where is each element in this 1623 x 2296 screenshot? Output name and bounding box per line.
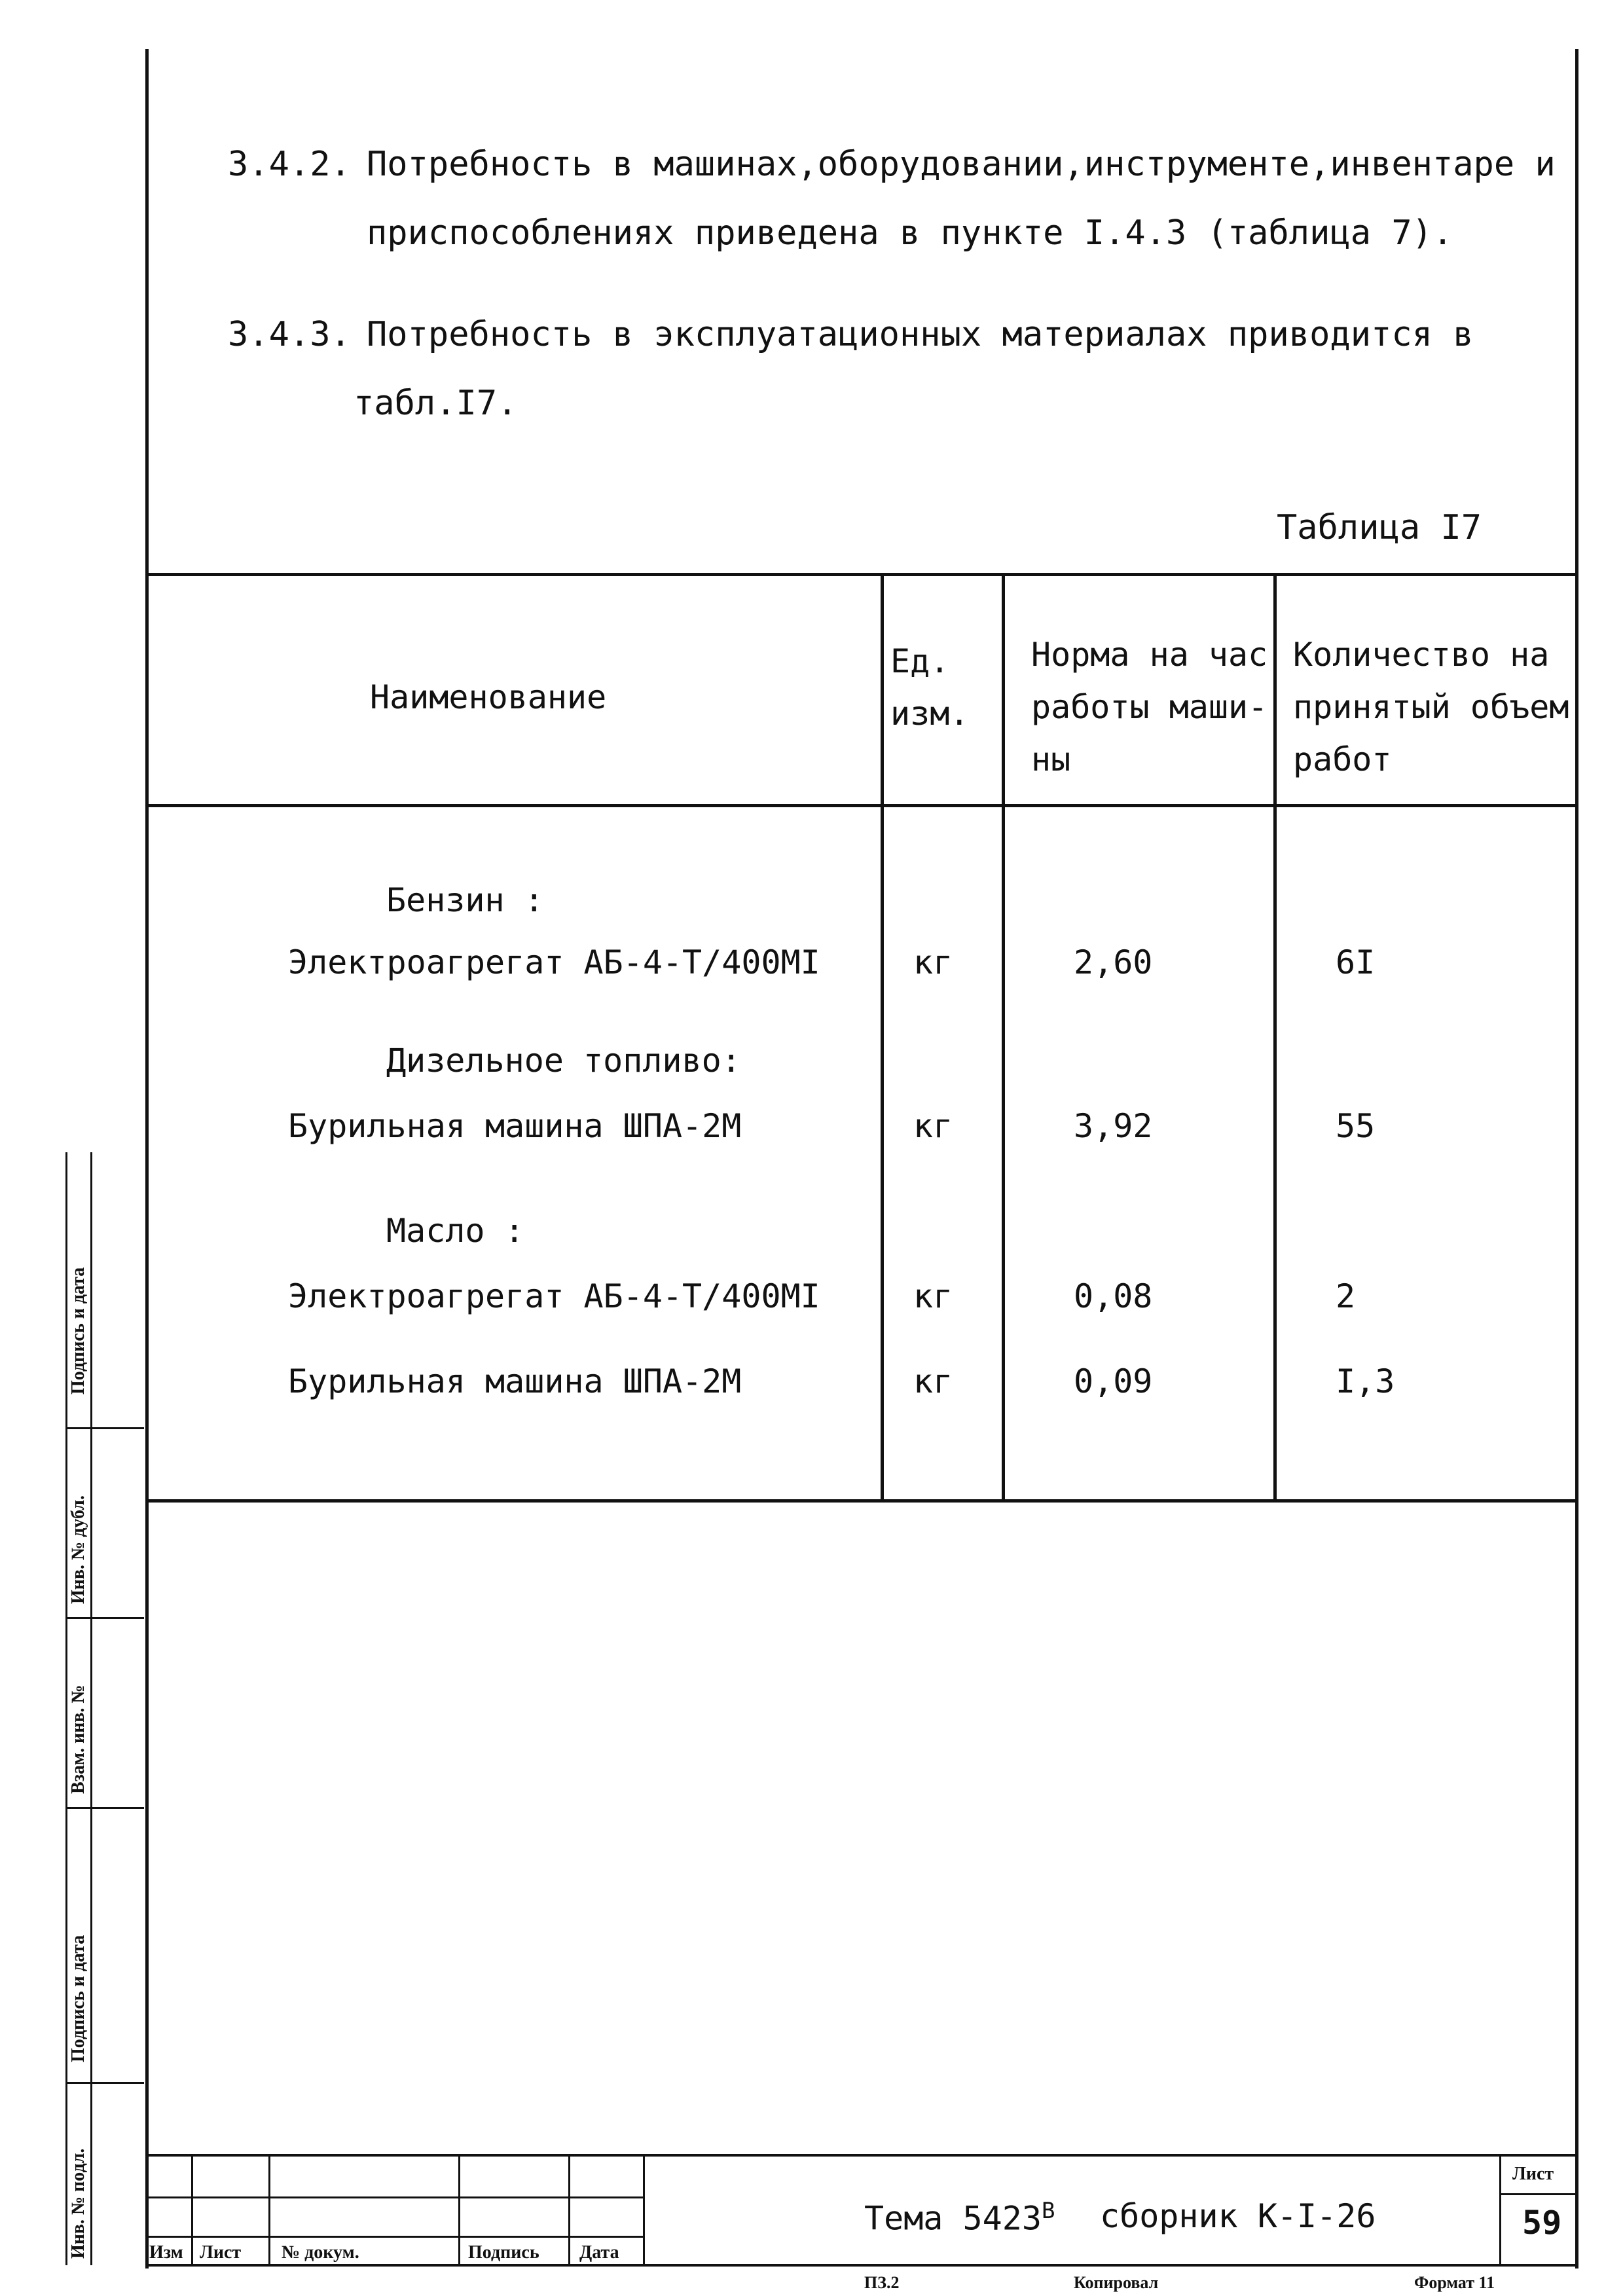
row-norm: 0,09 xyxy=(1074,1362,1153,1400)
side-label-podpis-data: Подпись и дата xyxy=(68,1267,88,1394)
stamp-tema-superscript: В xyxy=(1041,2198,1055,2224)
stamp-tema xyxy=(864,2198,1055,2238)
row-qty: 6I xyxy=(1336,943,1376,981)
table-bottom-border xyxy=(145,1499,1578,1503)
footer-middle: Копировал xyxy=(1074,2273,1159,2292)
header-unit-line-1: Ед. xyxy=(890,642,950,680)
stamp-col-data: Дата xyxy=(579,2242,619,2263)
stamp-col-divider xyxy=(268,2154,270,2265)
stamp-col-izm: Изм xyxy=(149,2242,183,2263)
paragraph-3-4-2-line-1: Потребность в машинах,оборудовании,инструменте,инвентаре и xyxy=(367,145,1556,184)
row-unit: кг xyxy=(913,1107,953,1145)
stamp-sbornik: сборник К-I-26 xyxy=(1100,2197,1376,2235)
row-norm: 2,60 xyxy=(1074,943,1153,981)
table-col-divider-2 xyxy=(1002,573,1005,1503)
side-strip-divider xyxy=(65,1617,144,1619)
stamp-col-divider xyxy=(458,2154,460,2265)
row-unit: кг xyxy=(913,943,953,981)
paragraph-3-4-3-line-2: табл.I7. xyxy=(354,384,518,423)
stamp-sheet-divider xyxy=(1499,2154,1501,2265)
footer-right: Формат 11 xyxy=(1414,2273,1495,2292)
row-unit: кг xyxy=(913,1362,953,1400)
stamp-col-doc: № докум. xyxy=(282,2242,359,2263)
frame-right-border xyxy=(1575,49,1578,2269)
footer-left: ПЗ.2 xyxy=(864,2273,900,2292)
side-strip-divider xyxy=(65,1807,144,1809)
stamp-sheet-number: 59 xyxy=(1522,2204,1562,2242)
paragraph-3-4-2-line-2: приспособлениях приведена в пункте I.4.3 (таблица 7). xyxy=(367,213,1453,253)
header-qty-line-1: Количество на xyxy=(1293,636,1550,674)
header-unit-line-2: изм. xyxy=(890,695,970,733)
stamp-col-divider xyxy=(643,2154,645,2265)
stamp-col-divider xyxy=(568,2154,570,2265)
paragraph-3-4-3-number: 3.4.3. xyxy=(228,315,351,354)
stamp-bottom-border xyxy=(145,2264,1578,2267)
row-name: Бурильная машина ШПА-2М xyxy=(288,1107,742,1145)
table-top-border xyxy=(145,573,1578,576)
table-col-divider-1 xyxy=(881,573,884,1503)
paragraph-3-4-2-number: 3.4.2. xyxy=(228,145,351,184)
side-label-inv-dubl: Инв. № дубл. xyxy=(68,1495,88,1604)
row-qty: 2 xyxy=(1336,1277,1356,1315)
row-name: Бурильная машина ШПА-2М xyxy=(288,1362,742,1400)
stamp-col-divider xyxy=(191,2154,193,2265)
header-norm-line-3: ны xyxy=(1031,740,1071,778)
row-qty: 55 xyxy=(1336,1107,1376,1145)
stamp-col-list: Лист xyxy=(200,2242,242,2263)
header-norm-line-1: Норма на час xyxy=(1031,636,1268,674)
stamp-sheet-label: Лист xyxy=(1512,2164,1554,2184)
row-norm: 3,92 xyxy=(1074,1107,1153,1145)
row-norm: 0,08 xyxy=(1074,1277,1153,1315)
header-norm-line-2: работы маши- xyxy=(1031,688,1268,726)
side-strip-divider xyxy=(65,1427,144,1429)
table-col-divider-3 xyxy=(1273,573,1277,1503)
side-label-podpis-data: Подпись и дата xyxy=(68,1935,88,2062)
row-name: Электроагрегат АБ-4-Т/400МI xyxy=(288,943,820,981)
frame-left-border xyxy=(145,49,149,2269)
table-header-border xyxy=(145,804,1578,807)
stamp-top-border xyxy=(145,2154,1578,2157)
group-title-benzin: Бензин : xyxy=(386,881,544,919)
row-qty: I,3 xyxy=(1336,1362,1395,1400)
group-title-diesel: Дизельное топливо: xyxy=(386,1042,741,1080)
header-qty-line-3: работ xyxy=(1293,740,1392,778)
side-strip-divider xyxy=(65,2082,144,2084)
stamp-col-podpis: Подпись xyxy=(468,2242,539,2263)
stamp-tema-text: Тема 5423 xyxy=(864,2199,1042,2238)
paragraph-3-4-3-line-1: Потребность в эксплуатационных материалах приводится в xyxy=(367,315,1474,354)
side-strip-outer-line xyxy=(65,1152,67,2265)
header-name: Наименование xyxy=(370,678,607,716)
group-title-maslo: Масло : xyxy=(386,1212,524,1250)
side-strip-inner-line xyxy=(90,1152,92,2265)
side-label-inv-podl: Инв. № подл. xyxy=(68,2148,88,2259)
header-qty-line-2: принятый объем xyxy=(1293,688,1569,726)
row-name: Электроагрегат АБ-4-Т/400МI xyxy=(288,1277,820,1315)
row-unit: кг xyxy=(913,1277,953,1315)
stamp-sheet-row-divider xyxy=(1499,2193,1578,2195)
side-label-vzam-inv: Взам. инв. № xyxy=(68,1685,88,1794)
table-caption: Таблица I7 xyxy=(1277,508,1482,547)
